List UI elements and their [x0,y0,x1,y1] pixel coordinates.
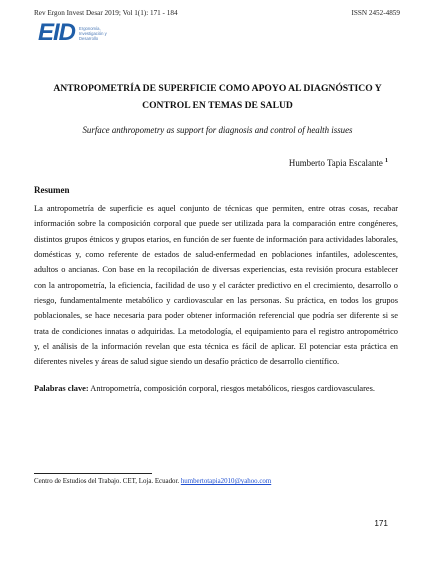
journal-reference: Rev Ergon Invest Desar 2019; Vol 1(1): 171 - 184 [34,9,178,17]
author [289,158,388,168]
author-email-link[interactable]: humbertotapia2010@yahoo.com [180,478,272,485]
logo-line: Ergonomía, [79,25,101,31]
article-subtitle: Surface anthropometry as support for diagnosis and control of health issues [82,125,353,135]
logo-mark: EID [38,19,76,46]
author-name: Humberto Tapia Escalante [288,158,383,168]
article-title [40,80,395,114]
footnote [34,478,271,485]
footnote-divider [34,473,152,474]
title-line: CONTROL EN TEMAS DE SALUD [142,100,293,111]
title-line: ANTROPOMETRÍA DE SUPERFICIE COMO APOYO AL DIAGNÓSTICO Y [53,83,382,94]
abstract-heading: Resumen [34,185,70,195]
issn: ISSN 2452-4859 [351,9,400,17]
author-footnote-mark: 1 [385,158,388,165]
keywords [34,381,398,396]
keywords-label: Palabras clave: [34,384,89,393]
page-number: 171 [374,519,388,528]
footnote-affiliation: Centro de Estudios del Trabajo. CET, Loja. Ecuador. [34,478,181,485]
logo-line: Investigación y [79,30,107,36]
logo-tagline [79,26,107,41]
journal-logo [38,21,107,45]
logo-line: Desarrollo [79,35,99,41]
abstract-text: La antropometría de superficie es aquel conjunto de técnicas que permiten, entre otras cosas, recabar información sobre la composición corporal que puede ser utilizada para la comparación entre congéneres, distintos grupos étnicos y grupos etarios, en función de ser fuente de información para actividades laborales, domésticas y, como referente de estados de salud-enfermedad en poblaciones infantiles, adolescentes, adultos o ancianas. Con base en la recopilación de diversas experiencias, esta revisión procura establecer con la antropometría, la eficiencia, facilidad de uso y el carácter predictivo en el crecimiento, desarrollo o riesgo, fundamentalmente metabólico y cardiovascular en las personas. Su práctica, en todos los grupos poblacionales, se hace necesaria para poder obtener información referencial que podría ser diferente si se trata de condiciones innatas o adquiridas. La metodología, el equipamiento para el registro antropométrico y, el análisis de la información revelan que esta técnica es fácil de aplicar. El potenciar esta práctica en diferentes niveles y áreas de salud sigue siendo un desafío práctico de desarrollo científico. [34,204,398,367]
keywords-text: Antropometría, composición corporal, riesgos metabólicos, riesgos cardiovasculares. [88,384,375,393]
